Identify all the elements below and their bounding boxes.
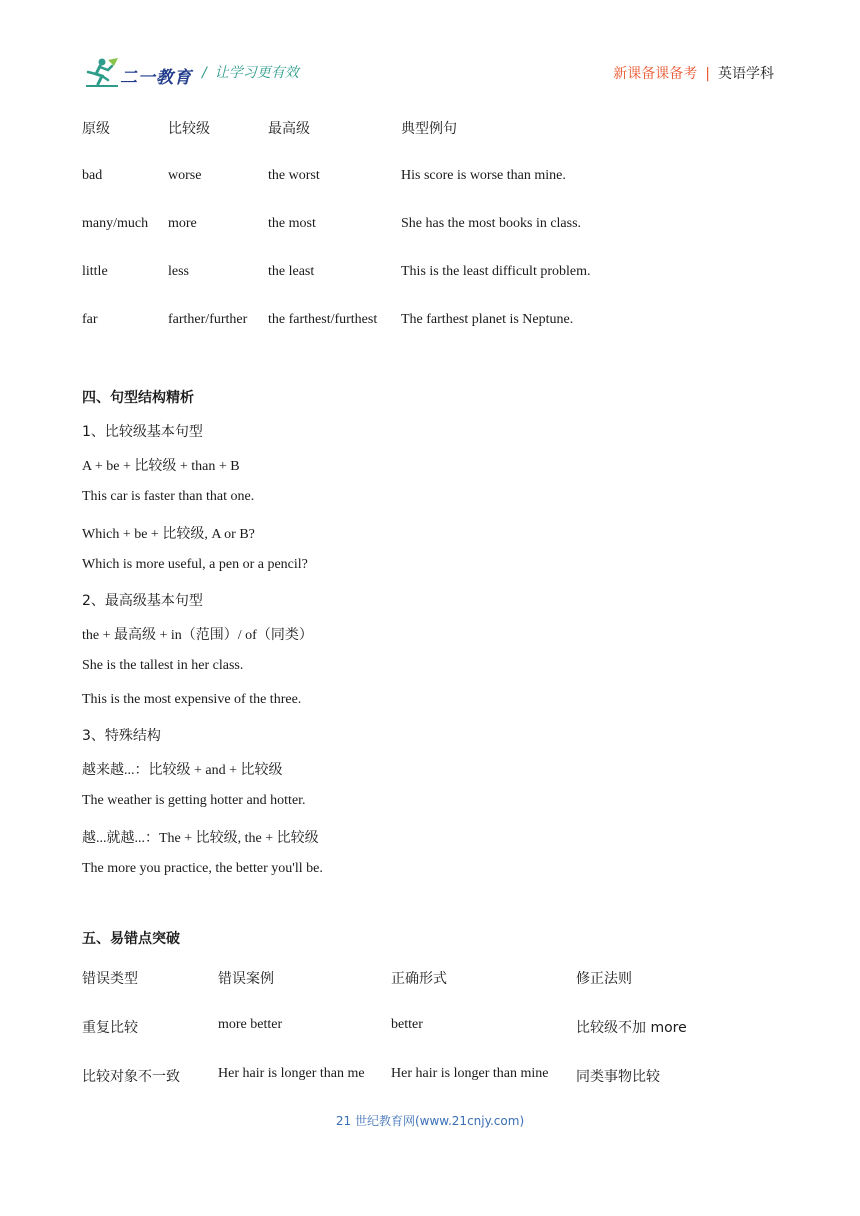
example-sentence: The weather is getting hotter and hotter. [82,793,306,808]
subsection-heading: 2、最高级基本句型 [82,593,203,609]
slogan [202,62,299,82]
section-heading: 四、句型结构精析 [82,390,194,406]
table-header-cell: 正确形式 [391,971,447,987]
example-sentence: This car is faster than that one. [82,489,255,504]
table-header-cell: 原级 [82,121,110,137]
logo-text: 二一教育 [120,68,192,88]
table-cell: She has the most books in class. [401,216,582,231]
table-header-cell: 修正法则 [576,971,632,987]
page-footer: 21 世纪教育网(www.21cnjy.com) [335,1114,525,1128]
table-cell: Her hair is longer than me [218,1066,365,1081]
table-cell: far [82,312,98,327]
pattern-line: the + 最高级 + in（范围）/ of（同类） [82,628,313,643]
table-cell: bad [82,168,103,183]
table-header-cell: 错误案例 [218,971,274,987]
header-course-label: 新课备课备考 [613,66,698,82]
comparison-forms-table [82,118,682,338]
table-cell: 比较级不加 more [576,1020,687,1036]
table-cell: more better [218,1017,283,1032]
example-sentence: The more you practice, the better you'll be. [82,861,323,876]
subsection-heading: 1、比较级基本句型 [82,424,203,440]
table-cell: This is the least difficult problem. [401,264,591,279]
pattern-line: Which + be + 比较级, A or B? [82,527,255,542]
table-cell: the farthest/furthest [268,312,378,327]
table-cell: less [168,264,189,279]
example-sentence: She is the tallest in her class. [82,658,244,673]
example-sentence: Which is more useful, a pen or a pencil? [82,557,308,572]
table-cell: the worst [268,168,320,183]
header-subject [613,63,774,83]
table-header-cell: 错误类型 [82,971,138,987]
common-errors-table [82,968,732,1088]
table-header-cell: 比较级 [168,121,210,137]
table-cell: His score is worse than mine. [401,168,566,183]
table-cell: many/much [82,216,149,231]
slogan-text: 让学习更有效 [214,65,299,81]
example-sentence: This is the most expensive of the three. [82,692,302,707]
table-cell: the most [268,216,316,231]
table-cell: 同类事物比较 [576,1069,660,1085]
section-heading: 五、易错点突破 [82,931,180,947]
subsection-heading: 3、特殊结构 [82,728,161,744]
table-cell: The farthest planet is Neptune. [401,312,574,327]
table-cell: little [82,264,108,279]
table-cell: 重复比较 [82,1020,138,1036]
pattern-line: 越来越...：比较级 + and + 比较级 [82,763,283,778]
header-separator: | [705,66,710,82]
table-header-cell: 最高级 [268,121,310,137]
pattern-line: A + be + 比较级 + than + B [82,459,240,474]
table-cell: Her hair is longer than mine [391,1066,549,1081]
pattern-line: 越...就越...：The + 比较级, the + 比较级 [82,831,319,846]
page-header [82,56,774,90]
table-cell: 比较对象不一致 [82,1069,180,1085]
slash-divider-icon: / [202,65,207,81]
table-header-cell: 典型例句 [401,121,457,137]
runner-logo-icon [82,56,122,90]
header-subject-label: 英语学科 [718,66,774,82]
table-cell: better [391,1017,423,1032]
table-cell: more [168,216,197,231]
table-cell: farther/further [168,312,248,327]
logo [82,56,192,90]
table-cell: worse [168,168,202,183]
table-cell: the least [268,264,315,279]
